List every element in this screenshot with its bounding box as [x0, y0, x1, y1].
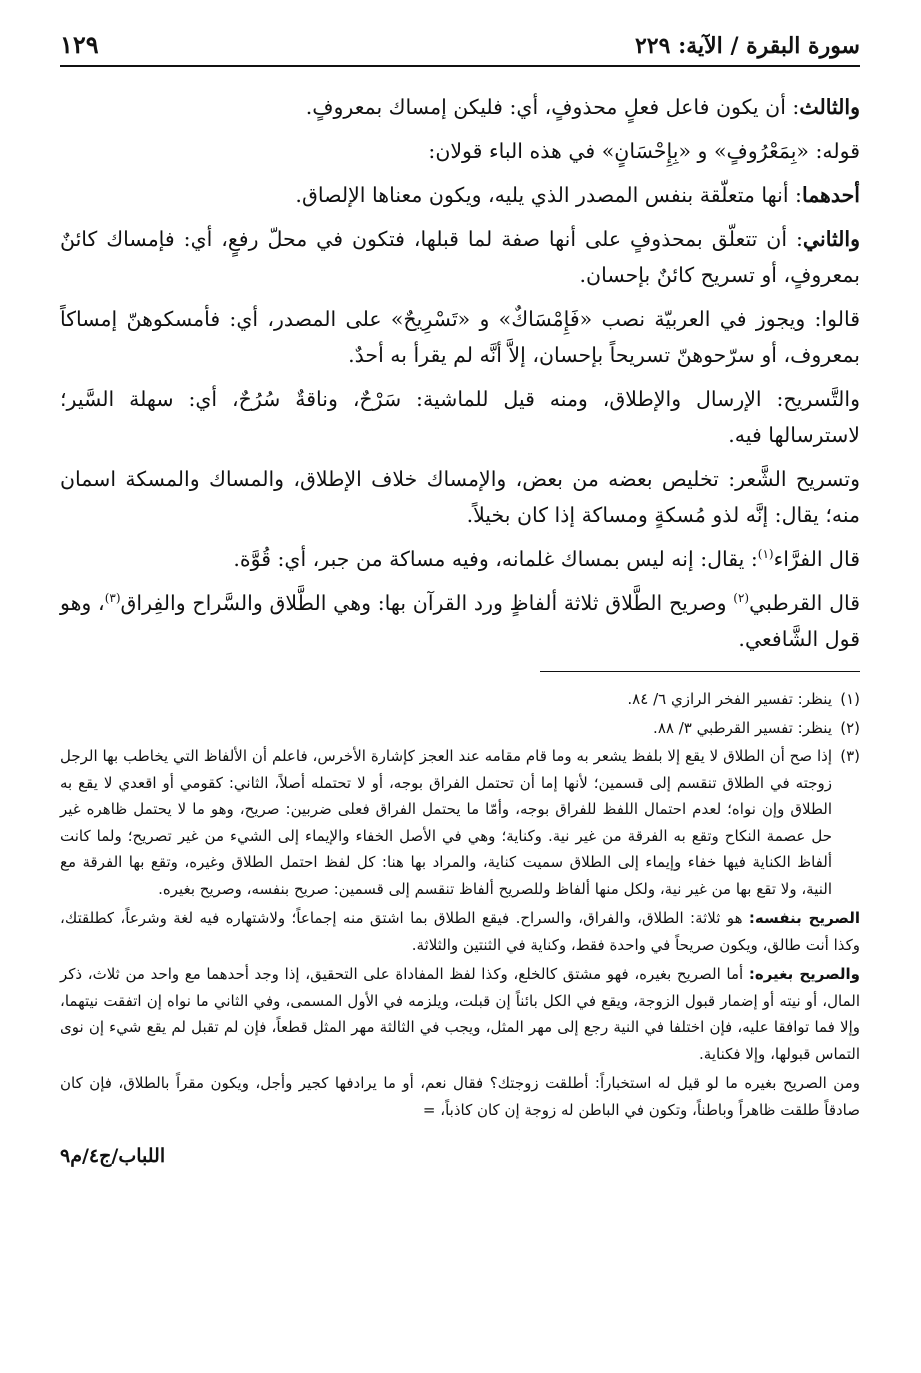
paragraph-text: : أن تتعلّق بمحذوفٍ على أنها صفة لما قبلها، فتكون في محلّ رفعٍ، أي: فإمساك كائنٌ بمعروفٍ، أو تسريح كائنٌ بإحسان. [60, 227, 860, 287]
page [60, 30, 860, 1167]
page-number: ١٢٩ [60, 30, 99, 59]
paragraph: قالوا: ويجوز في العربيّة نصب «فَإِمْسَاكٌ» و «تَسْرِيحٌ» على المصدر، أي: فأمسكوهنّ إمساكاً بمعروف، أو سرّحوهنّ تسريحاً بإحسان، إلاَّ أنَّه لم يقرأ به أحدٌ. [60, 307, 860, 367]
paragraph-text: : أنها متعلّقة بنفس المصدر الذي يليه، ويكون معناها الإلصاق. [295, 183, 802, 207]
footnote-block: ومن الصريح بغيره ما لو قيل له استخباراً: أطلقت زوجتك؟ فقال نعم، أو ما يرادفها كجير وأجل، ويكون مقراً بالطلاق، فإن كان صادقاً طلقت ظاهراً وباطناً، وتكون في الباطن له زوجة إن كان كاذباً، = [60, 1074, 860, 1119]
footnotes [60, 686, 860, 1123]
footnote-text: هو ثلاثة: الطلاق، والفراق، والسراح. فيقع الطلاق بما اشتق منه إجماعاً؛ ولاشتهاره فيه لغة وشرعاً، كطلقتك، وكذا أنت طالق، ويكون صريحاً في واحدة فقط، وكناية في الثنتين والثلاثة. [60, 909, 860, 954]
footnote-ref[interactable]: (١) [757, 547, 774, 562]
paragraph [60, 585, 860, 657]
surah-verse-title: سورة البقرة / الآية: ٢٢٩ [634, 33, 860, 59]
footnote-2 [60, 715, 860, 742]
footnote-text: ينظر: تفسير الفخر الرازي ٦/ ٨٤. [627, 690, 832, 708]
term-heading: والثالث [799, 95, 860, 119]
paragraph: قوله: «بِمَعْرُوفٍ» و «بِإِحْسَانٍ» في هذه الباء قولان: [428, 139, 860, 163]
paragraph: وتسريح الشَّعر: تخليص بعضه من بعض، والإمساك خلاف الإطلاق، والمساك والمسكة اسمان منه؛ يقال: إنَّه لذو مُسكةٍ ومساكة إذا كان بخيلاً. [60, 467, 860, 527]
footnote-3 [60, 743, 860, 902]
footnote-text: ينظر: تفسير القرطبي ٣/ ٨٨. [653, 718, 832, 737]
paragraph: والتَّسريح: الإرسال والإطلاق، ومنه قيل للماشية: سَرْحٌ، وناقةٌ سُرُحٌ، أي: سهلة السَّير؛ لاسترسالها فيه. [60, 387, 860, 447]
paragraph [60, 541, 860, 577]
term-heading: أحدهما [801, 183, 860, 207]
paragraph-text: : أن يكون فاعل فعلٍ محذوفٍ، أي: فليكن إمساك بمعروفٍ. [305, 95, 800, 119]
paragraph [60, 221, 860, 293]
footnote-number: (٢) [840, 718, 860, 737]
main-text [60, 89, 860, 657]
paragraph-text: ، وهو قول الشَّافعي. [60, 591, 860, 651]
footnote-1 [60, 686, 860, 713]
paragraph-text: قال القرطبي [749, 591, 861, 615]
term-heading: والثاني [802, 227, 860, 251]
footnote-separator [540, 671, 860, 672]
footnote-ref[interactable]: (٢) [733, 591, 750, 606]
footnote-number: (١) [840, 690, 860, 708]
footnote-block [60, 961, 860, 1067]
paragraph-text: وصريح الطَّلاق ثلاثة ألفاظٍ ورد القرآن بها: وهي الطَّلاق والسَّراح والفِراق [120, 591, 734, 615]
paragraph [60, 177, 860, 213]
footnote-number: (٣) [840, 747, 860, 765]
footnote-heading: والصريح بغيره: [748, 965, 860, 983]
paragraph-text: : يقال: إنه ليس بمساك غلمانه، وفيه مساكة من جبر، أي: قُوَّة. [233, 547, 758, 571]
paragraph-text: قال الفرَّاء [773, 547, 860, 571]
footer-signature: اللباب/ج٤/م٩ [60, 1145, 166, 1167]
footnote-block [60, 905, 860, 958]
footnote-text: إذا صح أن الطلاق لا يقع إلا بلفظ يشعر به وما قام مقامه عند العجز كإشارة الأخرس، فاعلم أن الألفاظ التي يخاطب بها الرجل زوجته في الطلاق تنقسم إلى قسمين؛ لأنها إما أن تحتمل الفراق بوجه، أو لا تحتمله أصلاً، الثاني: كقومي أو اقعدي لا يقع به الطلاق وإن نواه؛ لعدم احتمال اللفظ للفراق بوجه، وأمّا ما يحتمل الفراق فعلى ضربين: صريح، وهو ما لا يحتمل ظاهره غير حل عصمة النكاح وتقع به الفرقة من غير نية. وكناية؛ وهي في الأصل الخفاء والإيماء إلى الشيء من غير تصريح؛ ولما كانت ألفاظ الكناية فيها خفاء وإيماء إلى الطلاق سميت كناية، والمراد بها هنا: كل لفظ احتمل الطلاق وغيره، وتقع بها الفرقة مع النية، ولا تقع بها من غير نية، ولكل منها ألفاظ وللصريح ألفاظ تنقسم إلى قسمين: صريح بنفسه، وصريح بغيره. [60, 747, 832, 898]
footnote-heading: الصريح بنفسه: [748, 909, 860, 927]
running-header [60, 30, 860, 67]
paragraph [60, 89, 860, 125]
footnote-text: أما الصريح بغيره، فهو مشتق كالخلع، وكذا لفظ المفاداة على التحقيق، إذا وجد أحدهما مع واحد من ثلاث، ذكر المال، أو نيته أو إضمار قبول الزوجة، ويقع في الكل بائناً إن قبلت، ويلزمه في الأول المسمى، وفي الثاني ما نواه إن اتفقت نيتهما، وإلا فما توافقا عليه، فإن اختلفا في النية رجع إلى مهر المثل، ويجب في الثالثة مهر المثل قطعاً، فإن لم تقبل لم يقع شيء إن نوى التماس قبولها، وإلا فكناية. [60, 965, 860, 1063]
footnote-ref[interactable]: (٣) [104, 591, 121, 606]
